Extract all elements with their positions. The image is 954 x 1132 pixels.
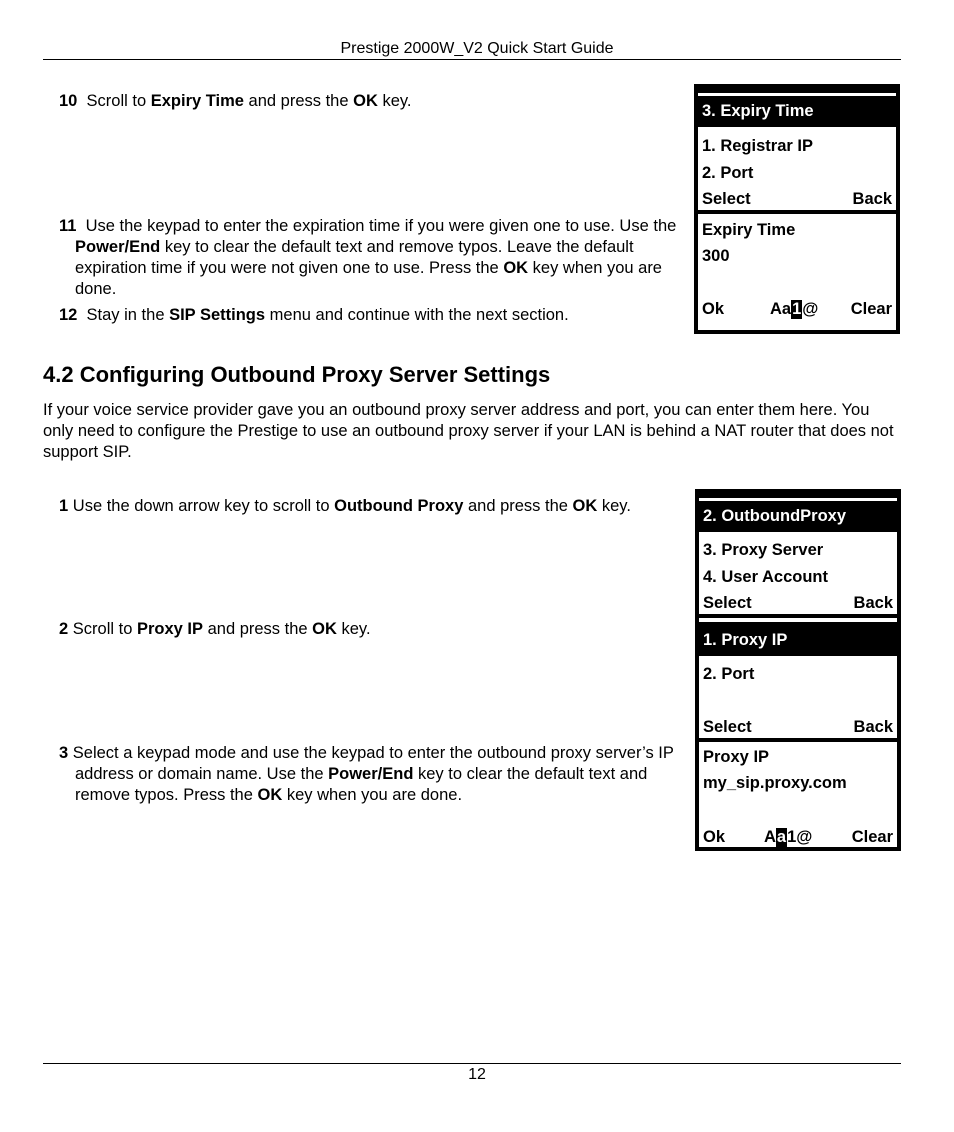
bold-term: OK — [353, 92, 378, 110]
step-2: 2 Scroll to Proxy IP and press the OK key. — [59, 620, 371, 638]
screen-divider — [699, 614, 897, 618]
running-header: Prestige 2000W_V2 Quick Start Guide — [340, 40, 614, 57]
softkey-left: Ok — [702, 300, 725, 318]
step-3: 3 Select a keypad mode and use the keypad to enter the outbound proxy server’s IP address or domain name. Use the Power/End key to clear the default text and remove typos. Press the OK key when you are done. — [59, 744, 674, 804]
screen-title: 1. Proxy IP — [699, 625, 897, 656]
text-run: menu and continue with the next section. — [265, 306, 569, 324]
menu-item: 2. Port — [703, 665, 755, 683]
softkey-right: Clear — [850, 300, 892, 318]
step-11-text — [75, 217, 676, 298]
softkey-right: Back — [853, 718, 893, 736]
bold-term: Proxy IP — [136, 620, 204, 638]
text-run: and press the — [203, 620, 313, 638]
text-run: key to clear the default text and remove typos. Press the — [75, 765, 648, 804]
bold-term: OK — [503, 259, 529, 277]
softkey-left: Select — [702, 190, 751, 208]
step-11: 11 Use the keypad to enter the expiration time if you were given one to use. Use the Power/End key to clear the default text and remove typos. Leave the default expiration time if you were not given one to use. Press the OK key when you are done. — [59, 217, 677, 298]
text-run: Scroll to — [72, 620, 137, 638]
keypad-mode: Aa1@ — [770, 300, 819, 318]
header-rule — [43, 59, 901, 60]
screen-top-bar — [699, 493, 897, 498]
entry-value: 300 — [702, 247, 730, 265]
step-12: 12 Stay in the SIP Settings menu and continue with the next section. — [59, 306, 569, 324]
step-1: 1 Use the down arrow key to scroll to Outbound Proxy and press the OK key. — [59, 497, 631, 515]
step-3-text — [73, 744, 674, 804]
softkey-left: Select — [703, 594, 752, 612]
page-number: 12 — [468, 1066, 486, 1083]
bold-term: Power/End — [75, 238, 161, 256]
text-run: and press the — [463, 497, 573, 515]
screen-divider — [699, 738, 897, 742]
entry-label: Expiry Time — [702, 221, 796, 239]
menu-item: 2. Port — [702, 164, 754, 182]
bold-term: Power/End — [328, 765, 414, 783]
entry-label: Proxy IP — [703, 748, 770, 766]
text-run: key to clear the default text and remove typos. Leave the default expiration time if you were not given one to use. Press the — [75, 238, 634, 277]
screen-title: 2. OutboundProxy — [699, 501, 897, 532]
softkey-left: Ok — [703, 828, 726, 846]
softkey-right: Back — [853, 594, 893, 612]
softkey-right: Clear — [851, 828, 893, 846]
screen-top-bar — [698, 88, 896, 93]
bold-term: Outbound Proxy — [334, 497, 464, 515]
selected-mode: 1 — [792, 300, 802, 318]
step-10: 10 Scroll to Expiry Time and press the OK key. — [59, 92, 412, 110]
text-run: Use the down arrow key to scroll to — [72, 497, 335, 515]
softkey-right: Back — [852, 190, 892, 208]
text-run: and press the — [243, 92, 354, 110]
bold-term: OK — [257, 786, 283, 804]
screen-title: 3. Expiry Time — [698, 96, 896, 127]
text-run: Stay in the — [86, 306, 170, 324]
bold-term: SIP Settings — [169, 306, 266, 324]
bold-term: Expiry Time — [150, 92, 244, 110]
footer-rule — [43, 1063, 901, 1064]
text-run: key. — [336, 620, 371, 638]
menu-item: 1. Registrar IP — [702, 137, 813, 155]
entry-value: my_sip.proxy.com — [703, 774, 847, 792]
text-run: key when you are done. — [282, 786, 463, 804]
menu-item: 3. Proxy Server — [703, 541, 824, 559]
softkey-left: Select — [703, 718, 752, 736]
phone-screen-proxy — [695, 489, 901, 851]
step-1-text — [73, 497, 631, 515]
bold-term: OK — [312, 620, 337, 638]
menu-item: 4. User Account — [703, 568, 829, 586]
text-run: Scroll to — [86, 92, 151, 110]
section-heading: 4.2 Configuring Outbound Proxy Server Settings — [43, 362, 551, 387]
selected-mode: a — [776, 828, 787, 846]
text-run: key. — [597, 497, 631, 515]
bold-term: OK — [572, 497, 598, 515]
text-run: Use the keypad to enter the expiration time if you were given one to use. Use the — [85, 217, 677, 235]
screen-divider — [698, 210, 896, 214]
text-run: key when you are done. — [75, 259, 662, 298]
step-10-text — [87, 92, 412, 110]
keypad-mode: Aa1@ — [764, 828, 813, 846]
step-2-text — [73, 620, 371, 638]
text-run: Select a keypad mode and use the keypad to enter the outbound proxy server’s IP address or domain name. Use the — [72, 744, 674, 783]
phone-screen-expiry — [694, 84, 900, 334]
text-run: key. — [377, 92, 412, 110]
section-intro: If your voice service provider gave you an outbound proxy server address and port, you can enter them here. You only need to configure the Prestige to use an outbound proxy server if your LAN is behind a NAT router that does not support SIP. — [43, 401, 894, 461]
step-12-text — [87, 306, 569, 324]
